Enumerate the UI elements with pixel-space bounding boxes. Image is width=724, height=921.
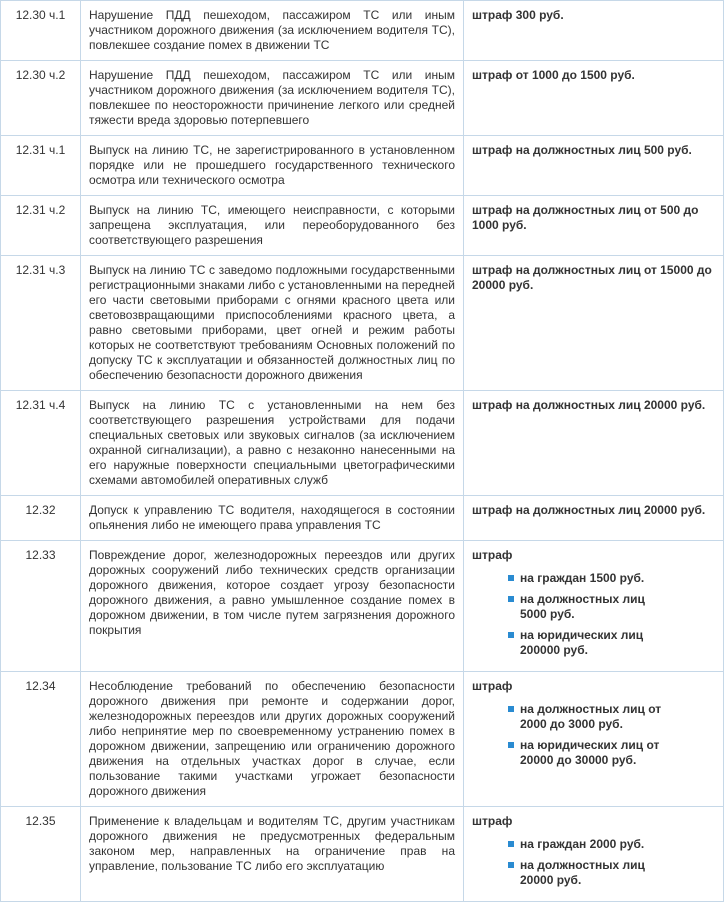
table-row — [1, 807, 724, 902]
penalty-list-item — [508, 702, 670, 732]
table-row — [1, 496, 724, 541]
penalty-cell — [464, 496, 724, 541]
penalty-list — [472, 702, 715, 768]
penalty-list-item-text: на граждан 1500 руб. — [520, 571, 645, 585]
violation-description: Выпуск на линию ТС с установленными на нем без соответствующего разрешения устройствами для подачи специальных световых или звуковых сигналов (за исключением охранной сигнализации), а равно с незаконно нанесенными на его наружные поверхности специальными цветографическими схемами автомобилей оперативных служб — [81, 391, 464, 496]
penalty-list-item-text: на должностных лиц 5000 руб. — [520, 592, 645, 621]
square-bullet-icon — [508, 596, 514, 602]
penalty-cell — [464, 1, 724, 61]
article-number: 12.31 ч.4 — [1, 391, 81, 496]
penalty-text: штраф на должностных лиц 500 руб. — [472, 143, 692, 157]
violation-description: Выпуск на линию ТС, не зарегистрированного в установленном порядке или не прошедшего государственного технического осмотра или технического осмотра — [81, 136, 464, 196]
violation-description: Несоблюдение требований по обеспечению безопасности дорожного движения при ремонте и содержании дорог, железнодорожных переездов или других дорожных сооружений либо непринятие мер по своевременному устранению помех в дорожном движении, запрещению или ограничению дорожного движения на отдельных участках дорог в случае, если пользование такими участками угрожает безопасности дорожного движения — [81, 672, 464, 807]
penalty-list — [472, 571, 715, 658]
violation-description: Допуск к управлению ТС водителя, находящегося в состоянии опьянения либо не имеющего права управления ТС — [81, 496, 464, 541]
penalty-cell — [464, 196, 724, 256]
penalty-list — [472, 837, 715, 888]
penalty-list-item-text: на юридических лиц от 20000 до 30000 руб. — [520, 738, 660, 767]
table-row — [1, 256, 724, 391]
penalty-text: штраф на должностных лиц 20000 руб. — [472, 398, 706, 412]
fines-table-body — [1, 1, 724, 902]
penalty-cell — [464, 256, 724, 391]
penalty-text: штраф — [472, 548, 513, 562]
penalty-cell — [464, 807, 724, 902]
penalty-cell — [464, 391, 724, 496]
penalty-list-item — [508, 858, 670, 888]
article-number: 12.30 ч.1 — [1, 1, 81, 61]
penalty-list-item — [508, 592, 670, 622]
violation-description: Выпуск на линию ТС с заведомо подложными государственными регистрационными знаками либо с установленными на передней его части световыми приборами с огнями красного цвета или световозвращающими приспособлениями красного цвета, а равно световыми приборами, цвет огней и режим работы которых не соответствуют требованиям Основных положений по допуску ТС к эксплуатации и обязанностей должностных лиц по обеспечению безопасности дорожного движения — [81, 256, 464, 391]
penalty-list-item — [508, 628, 670, 658]
penalty-list-item-text: на должностных лиц от 2000 до 3000 руб. — [520, 702, 662, 731]
violation-description: Нарушение ПДД пешеходом, пассажиром ТС или иным участником дорожного движения (за исключением водителя ТС), повлекшее создание помех в движении ТС — [81, 1, 464, 61]
penalty-list-item — [508, 571, 670, 586]
article-number: 12.31 ч.2 — [1, 196, 81, 256]
penalty-text: штраф от 1000 до 1500 руб. — [472, 68, 635, 82]
square-bullet-icon — [508, 862, 514, 868]
table-row — [1, 1, 724, 61]
penalty-list-item — [508, 738, 670, 768]
penalty-text: штраф на должностных лиц 20000 руб. — [472, 503, 706, 517]
penalty-text: штраф — [472, 679, 513, 693]
penalty-list-item — [508, 837, 670, 852]
penalty-list-item-text: на должностных лиц 20000 руб. — [520, 858, 645, 887]
violation-description: Выпуск на линию ТС, имеющего неисправности, с которыми запрещена эксплуатация, или переоборудованного без соответствующего разрешения — [81, 196, 464, 256]
violation-description: Применение к владельцам и водителям ТС, другим участникам дорожного движения не предусмотренных федеральным законом мер, направленных на ограничение прав на управление, пользование ТС либо его эксплуатацию — [81, 807, 464, 902]
article-number: 12.34 — [1, 672, 81, 807]
square-bullet-icon — [508, 841, 514, 847]
article-number: 12.31 ч.3 — [1, 256, 81, 391]
penalty-text: штраф — [472, 814, 513, 828]
penalty-cell — [464, 61, 724, 136]
penalty-text: штраф на должностных лиц от 500 до 1000 руб. — [472, 203, 699, 232]
article-number: 12.32 — [1, 496, 81, 541]
article-number: 12.33 — [1, 541, 81, 672]
table-row — [1, 196, 724, 256]
square-bullet-icon — [508, 742, 514, 748]
violation-description: Нарушение ПДД пешеходом, пассажиром ТС или иным участником дорожного движения (за исключением водителя ТС), повлекшее по неосторожности причинение легкого или средней тяжести вреда здоровью потерпевшего — [81, 61, 464, 136]
penalty-cell — [464, 136, 724, 196]
table-row — [1, 672, 724, 807]
violation-description: Повреждение дорог, железнодорожных переездов или других дорожных сооружений либо технических средств организации дорожного движения, которое создает угрозу безопасности дорожного движения, а равно умышленное создание помех в дорожном движении, в том числе путем загрязнения дорожного покрытия — [81, 541, 464, 672]
table-row — [1, 541, 724, 672]
table-row — [1, 391, 724, 496]
article-number: 12.35 — [1, 807, 81, 902]
penalty-list-item-text: на граждан 2000 руб. — [520, 837, 645, 851]
table-row — [1, 136, 724, 196]
penalty-cell — [464, 541, 724, 672]
penalty-text: штраф 300 руб. — [472, 8, 564, 22]
square-bullet-icon — [508, 575, 514, 581]
penalty-text: штраф на должностных лиц от 15000 до 20000 руб. — [472, 263, 712, 292]
penalty-list-item-text: на юридических лиц 200000 руб. — [520, 628, 644, 657]
penalty-cell — [464, 672, 724, 807]
article-number: 12.31 ч.1 — [1, 136, 81, 196]
article-number: 12.30 ч.2 — [1, 61, 81, 136]
square-bullet-icon — [508, 706, 514, 712]
square-bullet-icon — [508, 632, 514, 638]
table-row — [1, 61, 724, 136]
